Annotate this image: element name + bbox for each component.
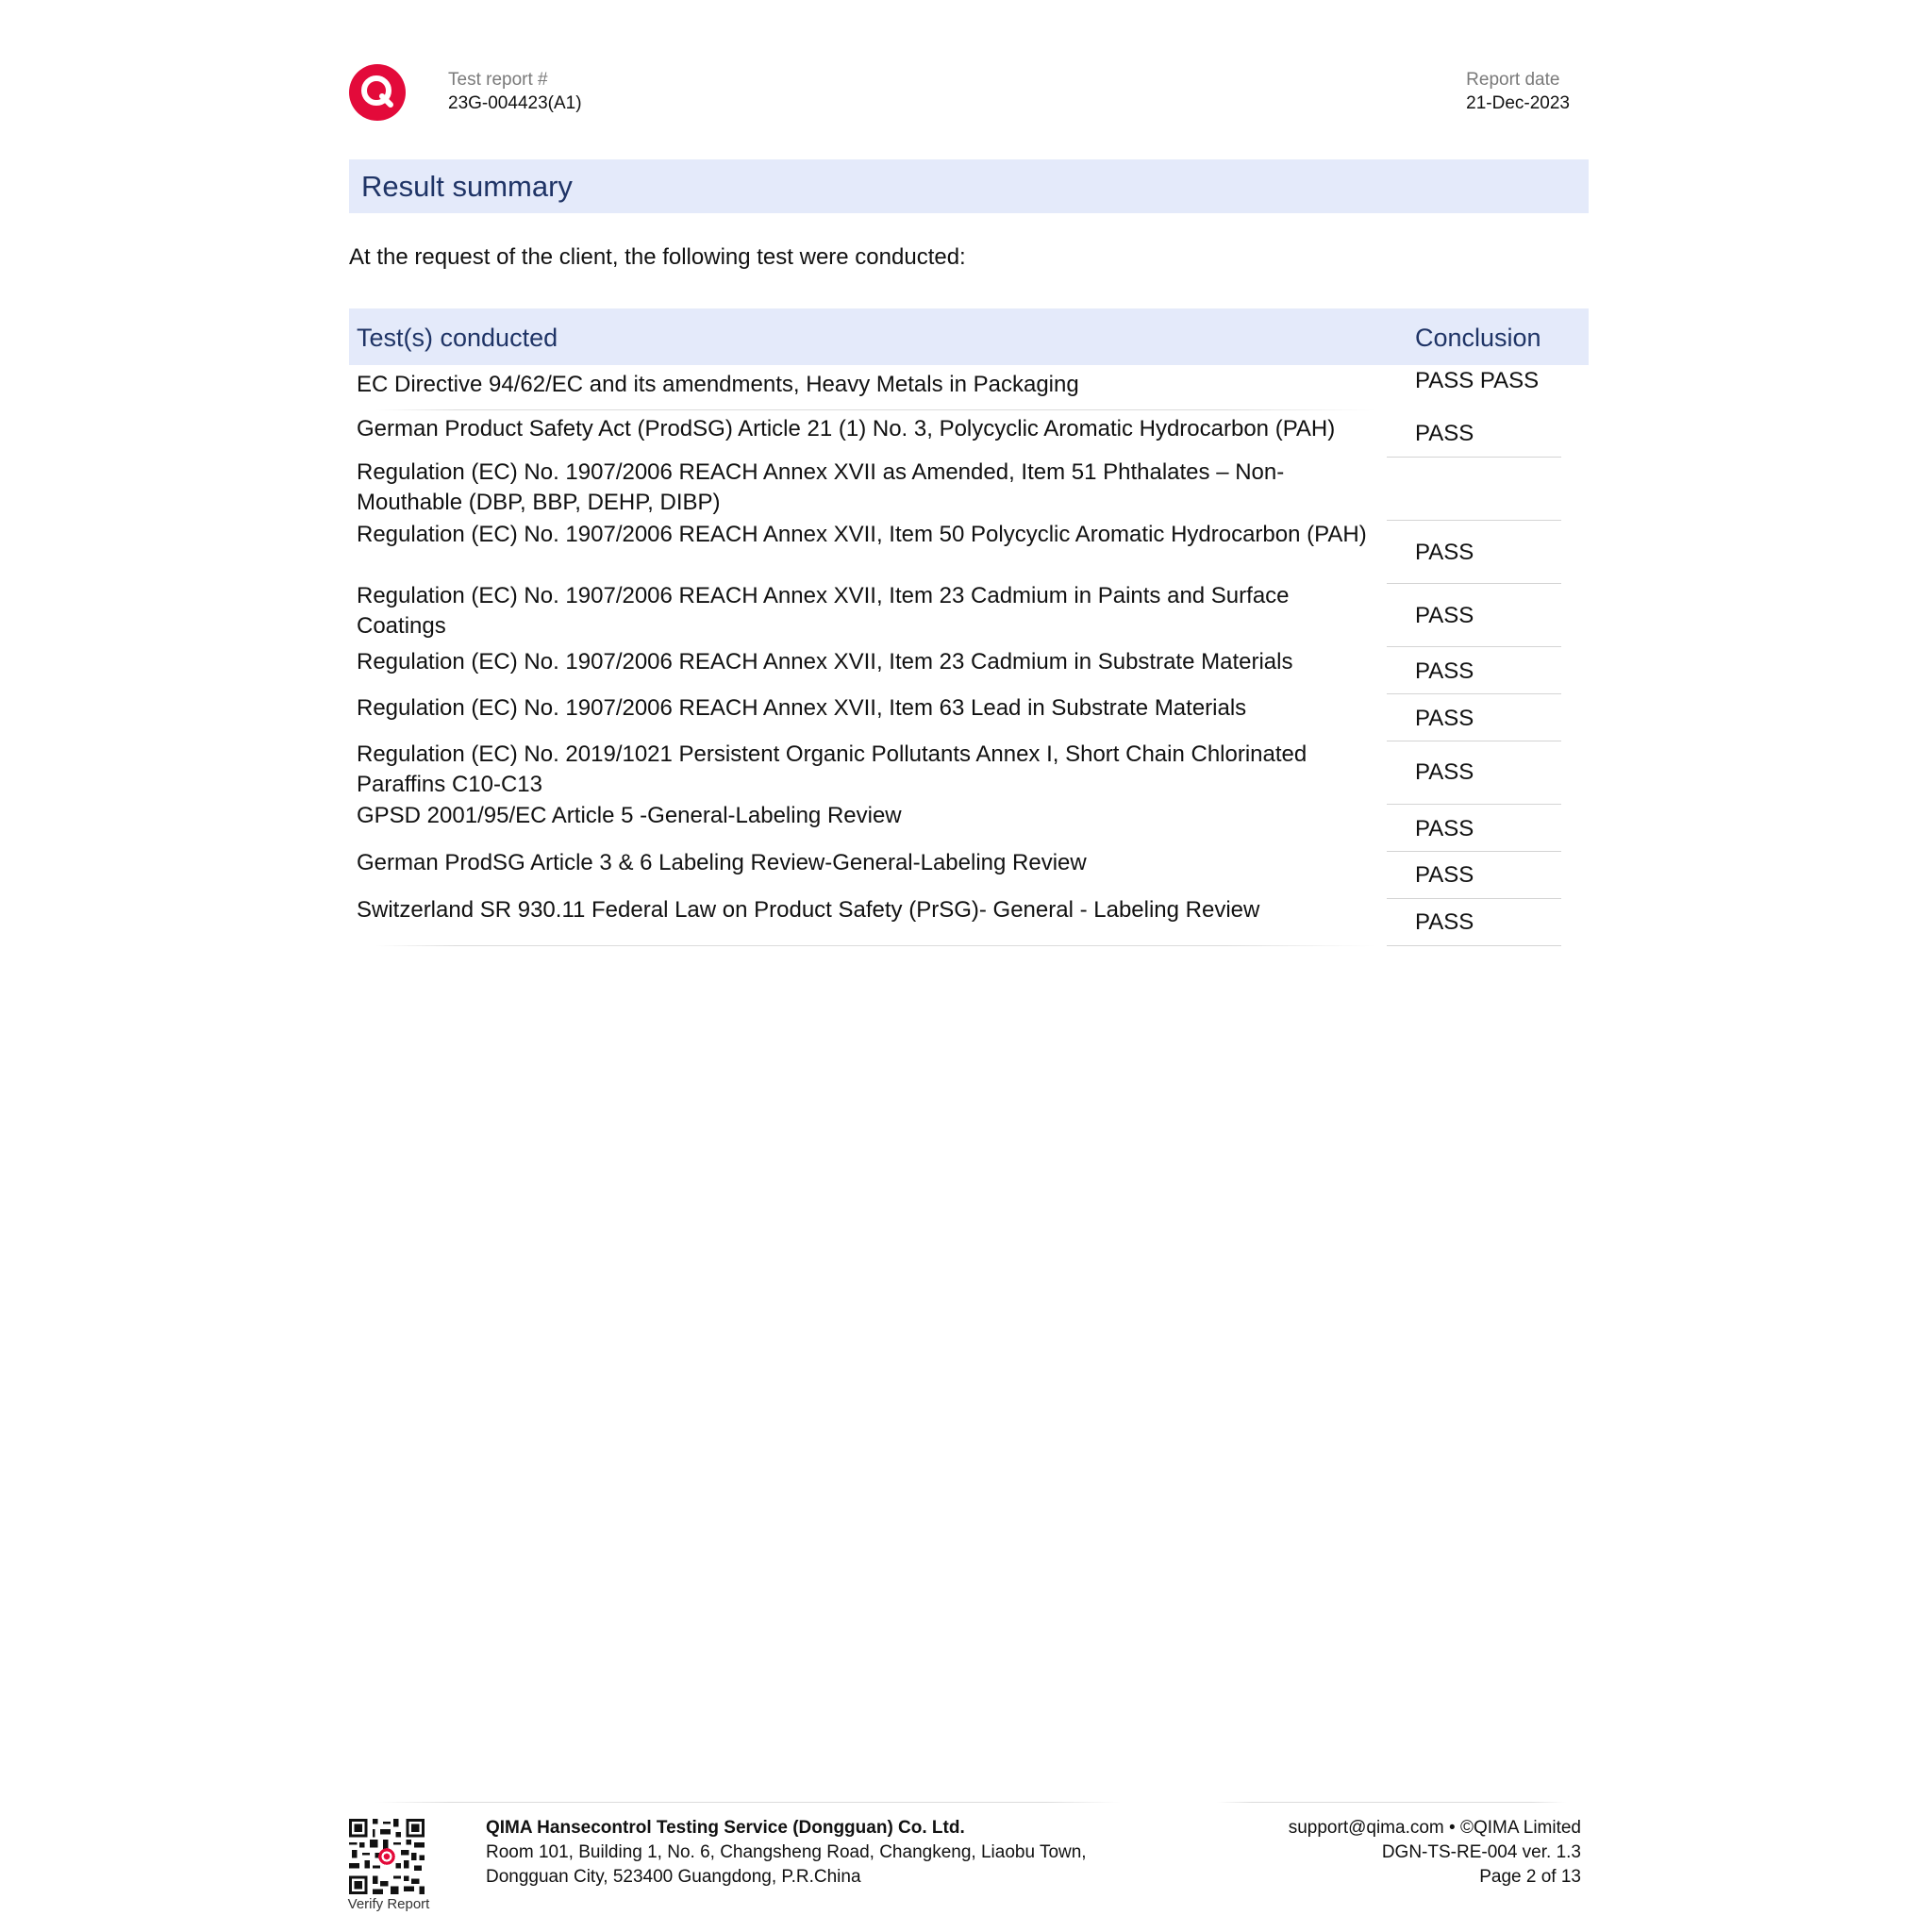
conclusion: PASS bbox=[1415, 759, 1474, 785]
report-date-block bbox=[1466, 68, 1570, 115]
column-header-tests: Test(s) conducted bbox=[357, 324, 558, 352]
table-row bbox=[349, 899, 1589, 946]
conclusion: PASS bbox=[1415, 540, 1474, 565]
page-number: Page 2 of 13 bbox=[1479, 1867, 1581, 1887]
qima-logo-icon bbox=[349, 64, 406, 121]
footer-divider bbox=[1217, 1802, 1566, 1803]
test-name: Regulation (EC) No. 2019/1021 Persistent Organic Pollutants Annex I, Short Chain Chlorinated Paraffins C10-C13 bbox=[357, 741, 1307, 797]
row-divider bbox=[375, 945, 1375, 946]
conclusion: PASS bbox=[1415, 862, 1474, 888]
test-name: GPSD 2001/95/EC Article 5 -General-Labeling Review bbox=[357, 803, 902, 828]
report-number-block bbox=[448, 68, 582, 115]
table-header bbox=[349, 308, 1589, 365]
table-row bbox=[349, 410, 1589, 458]
qr-code-icon[interactable] bbox=[349, 1819, 425, 1894]
report-number: 23G-004423(A1) bbox=[448, 93, 582, 113]
conclusion: PASS bbox=[1415, 603, 1474, 628]
conclusion: PASS bbox=[1415, 421, 1474, 446]
company-name: QIMA Hansecontrol Testing Service (Dongguan) Co. Ltd. bbox=[486, 1818, 965, 1838]
test-name: Switzerland SR 930.11 Federal Law on Product Safety (PrSG)- General - Labeling Review bbox=[357, 897, 1260, 923]
test-name: Regulation (EC) No. 1907/2006 REACH Annex XVII, Item 63 Lead in Substrate Materials bbox=[357, 695, 1247, 721]
section-header bbox=[349, 159, 1589, 213]
conclusion: PASS bbox=[1415, 909, 1474, 935]
conclusion: PASS PASS bbox=[1415, 368, 1540, 393]
test-name: Regulation (EC) No. 1907/2006 REACH Annex XVII, Item 23 Cadmium in Substrate Materials bbox=[357, 649, 1293, 675]
support-contact: support@qima.com • ©QIMA Limited bbox=[1288, 1818, 1581, 1838]
table-row bbox=[349, 521, 1589, 584]
address-line: Dongguan City, 523400 Guangdong, P.R.China bbox=[486, 1867, 861, 1887]
test-name: German ProdSG Article 3 & 6 Labeling Review-General-Labeling Review bbox=[357, 850, 1087, 875]
test-name: German Product Safety Act (ProdSG) Article 21 (1) No. 3, Polycyclic Aromatic Hydrocarbon (PAH) bbox=[357, 416, 1336, 441]
footer-divider bbox=[375, 1802, 1121, 1803]
contact-info bbox=[1289, 1816, 1581, 1890]
table-row bbox=[349, 694, 1589, 741]
column-header-conclusion: Conclusion bbox=[1415, 324, 1541, 352]
company-info bbox=[486, 1816, 1087, 1890]
test-name: EC Directive 94/62/EC and its amendments, Heavy Metals in Packaging bbox=[357, 372, 1079, 397]
conclusion: PASS bbox=[1415, 658, 1474, 684]
report-date-label: Report date bbox=[1466, 70, 1560, 90]
report-number-label: Test report # bbox=[448, 70, 548, 90]
address-line: Room 101, Building 1, No. 6, Changsheng Road, Changkeng, Liaobu Town, bbox=[486, 1842, 1087, 1862]
test-name: Regulation (EC) No. 1907/2006 REACH Annex XVII as Amended, Item 51 Phthalates – Non-Mouthable (DBP, BBP, DEHP, DIBP) bbox=[357, 459, 1285, 515]
table-row bbox=[349, 805, 1589, 852]
table-row bbox=[349, 741, 1589, 805]
test-name: Regulation (EC) No. 1907/2006 REACH Annex XVII, Item 50 Polycyclic Aromatic Hydrocarbon (PAH) bbox=[357, 522, 1367, 547]
section-title: Result summary bbox=[361, 170, 573, 203]
table-row bbox=[349, 458, 1589, 521]
test-name: Regulation (EC) No. 1907/2006 REACH Annex XVII, Item 23 Cadmium in Paints and Surface Coatings bbox=[357, 583, 1290, 639]
document-code: DGN-TS-RE-004 ver. 1.3 bbox=[1381, 1842, 1581, 1862]
row-divider bbox=[1387, 945, 1561, 946]
table-row bbox=[349, 584, 1589, 647]
table-row bbox=[349, 852, 1589, 899]
intro-text: At the request of the client, the following test were conducted: bbox=[349, 244, 966, 270]
conclusion: PASS bbox=[1415, 706, 1474, 731]
qr-caption: Verify Report bbox=[347, 1896, 430, 1912]
conclusion: PASS bbox=[1415, 816, 1474, 841]
table-row bbox=[349, 647, 1589, 694]
table-row bbox=[349, 367, 1589, 410]
report-date: 21-Dec-2023 bbox=[1466, 93, 1570, 113]
